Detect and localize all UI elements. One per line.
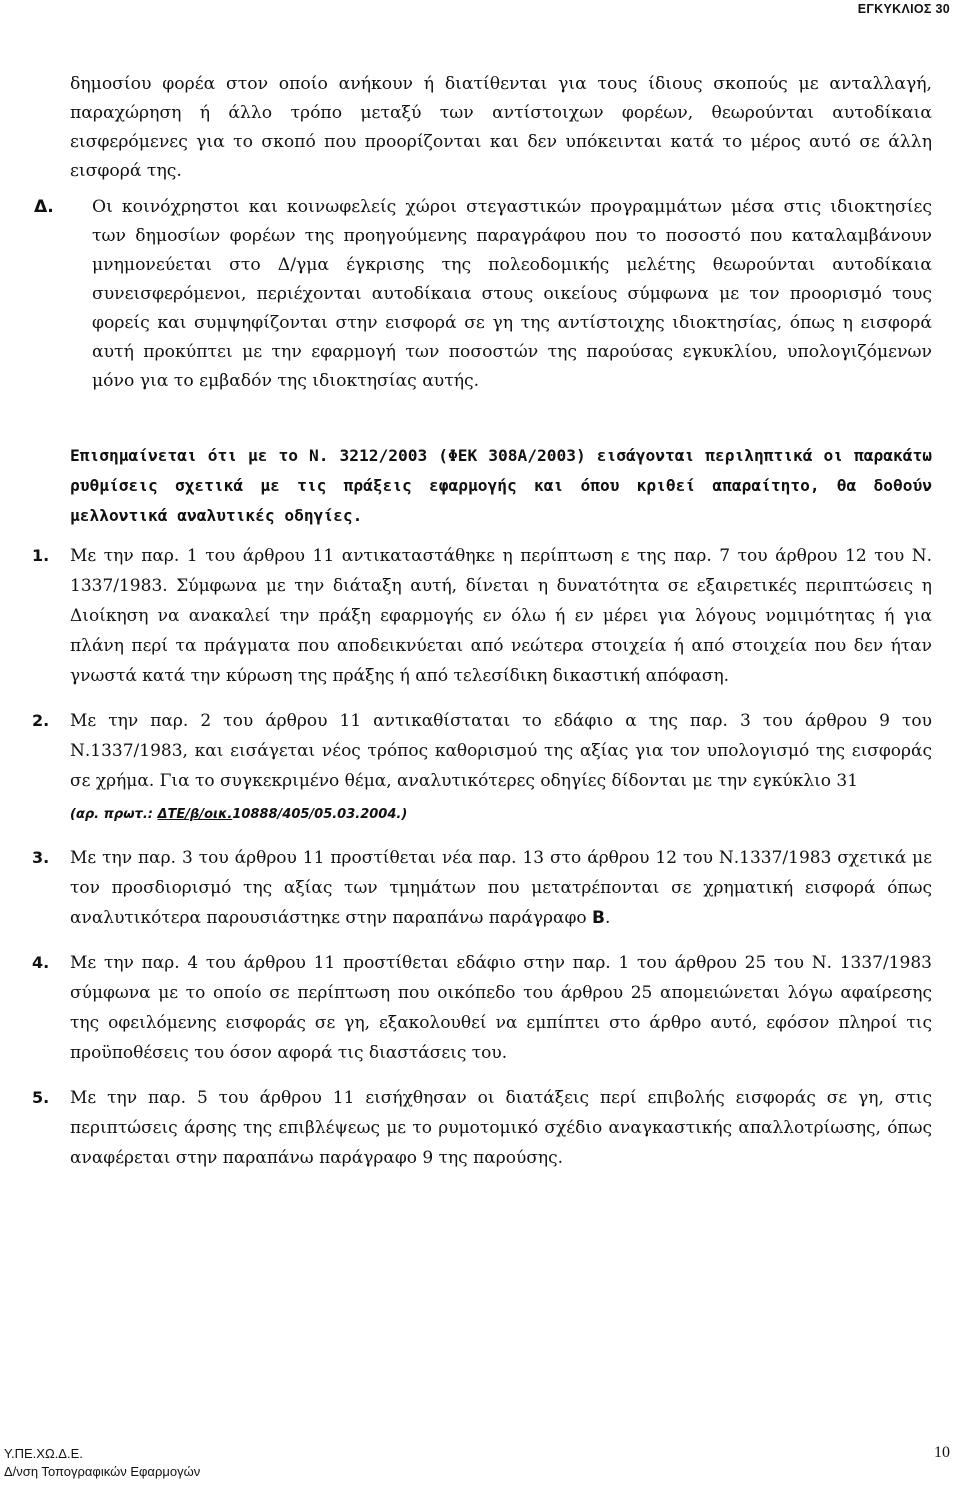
list-item-1 [32, 541, 932, 691]
circular-reference [70, 802, 932, 828]
list-item-text: Με την παρ. 3 του άρθρου 11 προστίθεται νέα παρ. 13 στο άρθρου 12 του Ν.1337/1983 σχετικά με τον προσδιορισμό της αξίας των τμημάτων που μετατρέπονται σε χρηματική εισφορά όπως αναλυτικότερα παρουσιάστηκε στην παραπάνω παράγραφο [70, 848, 932, 928]
footer-department: Δ/νση Τοπογραφικών Εφαρμογών [4, 1464, 201, 1479]
list-item-4 [32, 948, 932, 1068]
list-item-text: Με την παρ. 1 του άρθρου 11 αντικαταστάθηκε η περίπτωση ε της παρ. 7 του άρθρου 12 του Ν. 1337/1983. Σύμφωνα με την διάταξη αυτή, δίνεται η δυνατότητα σε εξαιρετικές περιπτώσεις η Διοίκηση να ανακαλεί την πράξη εφαρμογής εν όλω ή εν μέρει για λόγους νομιμότητας ή για πλάνη περί τα πράγματα που αποδεικνύεται από νεώτερα στοιχεία ή από στοιχεία που δεν ήταν γνωστά κατά την κύρωση της πράξης ή από τελεσίδικη δικαστική απόφαση. [70, 546, 932, 686]
list-item-text: Με την παρ. 2 του άρθρου 11 αντικαθίσταται το εδάφιο α της παρ. 3 του άρθρου 9 του Ν.1337/1983, και εισάγεται νέος τρόπος καθορισμού της αξίας για τον υπολογισμό της εισφοράς σε χρήμα. Για το συγκεκριμένο θέμα, αναλυτικότερες οδηγίες δίδονται με την εγκύκλιο 31 [70, 711, 932, 791]
list-item-3 [32, 843, 932, 933]
list-item-text: Με την παρ. 5 του άρθρου 11 εισήχθησαν οι διατάξεις περί επιβολής εισφοράς σε γη, στις περιπτώσεις άρσης της επιβλέψεως με το ρυμοτομικό σχέδιο αναγκαστικής απαλλοτρίωσης, όπως αναφέρεται στην παραπάνω παράγραφο 9 της παρούσης. [70, 1088, 932, 1168]
list-item-5 [32, 1083, 932, 1173]
footer-organization [4, 1445, 200, 1481]
list-item-number: 3. [32, 848, 50, 867]
reference-prefix: (αρ. πρωτ.: [70, 807, 158, 822]
reference-code: ΔΤΕ/β/οικ. [157, 807, 233, 822]
tail-punctuation: . [605, 908, 611, 928]
page-number: 10 [934, 1444, 950, 1461]
intro-paragraph: δημοσίου φορέα στον οποίο ανήκουν ή διατίθενται για τους ίδιους σκοπούς με ανταλλαγή, παραχώρηση ή άλλο τρόπο μεταξύ των αντίστοιχων φορέων, θεωρούνται αυτοδίκαια εισφερόμενες για το σκοπό που προορίζονται και δεν υπόκεινται κατά το μέρος αυτό σε άλλη εισφορά της. [70, 74, 932, 181]
list-item-number: 5. [32, 1088, 50, 1107]
list-item-2 [32, 706, 932, 828]
reference-number: 10888/405/05.03.2004.) [232, 807, 408, 822]
section-delta-text: Οι κοινόχρηστοι και κοινωφελείς χώροι στεγαστικών προγραμμάτων μέσα στις ιδιοκτησίες των δημοσίων φορέων της προηγούμενης παραγράφου που το ποσοστό που καταλαμβάνουν μνημονεύεται στο Δ/γμα έγκρισης της πολεοδομικής μελέτης θεωρούνται αυτοδίκαια συνεισφερόμενοι, περιέχονται αυτοδίκαια στους οικείους σύμφωνα με τον προορισμό τους φορείς και συμψηφίζονται στην εισφορά σε γη της αντίστοιχης ιδιοκτησίας, όπως η εισφορά αυτή προκύπτει με την εφαρμογή των ποσοστών της παρούσας εγκυκλίου, υπολογιζόμενων μόνο για το εμβαδόν της ιδιοκτησίας αυτής. [92, 197, 932, 391]
header-title: ΕΓΚΥΚΛΙΟΣ 30 [857, 2, 950, 16]
list-item-number: 2. [32, 711, 50, 730]
footer-org-name: Υ.ΠΕ.ΧΩ.Δ.Ε. [4, 1446, 83, 1461]
section-delta-letter: Δ. [34, 197, 54, 217]
document-body [32, 70, 932, 1173]
list-item-number: 4. [32, 953, 50, 972]
list-item-number: 1. [32, 546, 50, 565]
list-item-text: Με την παρ. 4 του άρθρου 11 προστίθεται εδάφιο στην παρ. 1 του άρθρου 25 του Ν. 1337/1983 σύμφωνα με το οποίο σε περίπτωση που οικόπεδο του άρθρου 25 απομειώνεται λόγω αφαίρεσης της οφειλόμενης εισφοράς σε γη, εξακολουθεί να εμπίπτει στο άρθρο αυτό, εφόσον πληροί τις προϋποθέσεις του όσον αφορά τις διαστάσεις του. [70, 953, 932, 1063]
paragraph-reference-letter: Β [592, 908, 606, 928]
section-delta [34, 193, 932, 396]
notice-paragraph: Επισημαίνεται ότι με το Ν. 3212/2003 (ΦΕΚ 308Α/2003) εισάγονται περιληπτικά οι παρακάτω ρυθμίσεις σχετικά με τις πράξεις εφαρμογής και όπου κριθεί απαραίτητο, θα δοθούν μελλοντικά αναλυτικές οδηγίες. [70, 446, 932, 525]
